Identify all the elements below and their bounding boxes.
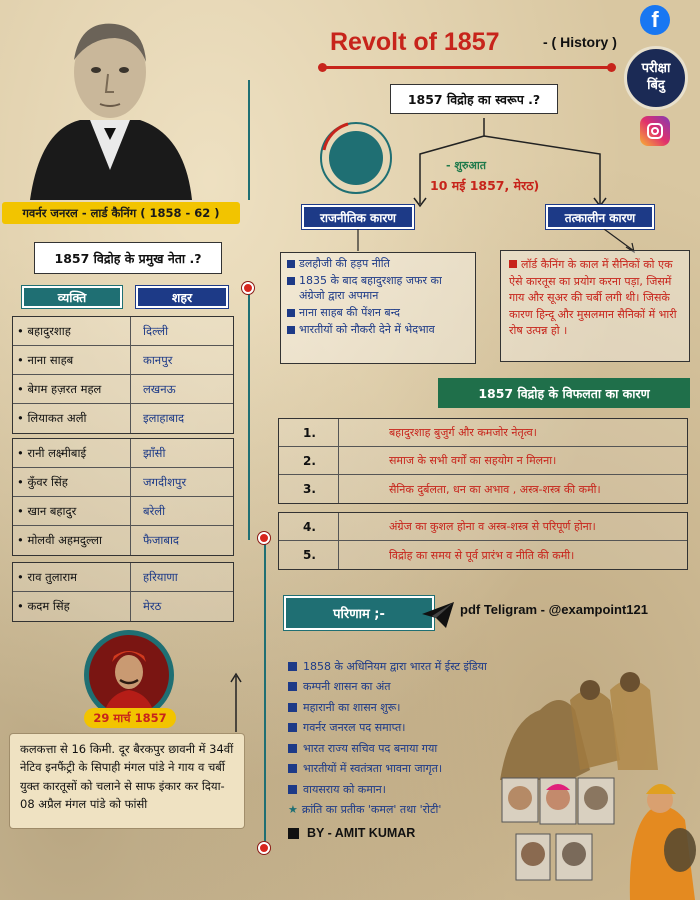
failure-number: 2. xyxy=(279,447,339,474)
table-row xyxy=(279,513,687,541)
subject-label: - ( History ) xyxy=(543,34,617,50)
failure-group-1 xyxy=(278,418,688,504)
leader-city: झाँसी xyxy=(143,445,166,460)
table-row xyxy=(279,447,687,475)
political-cause-item: 1835 के बाद बहादुरशाह जफर का अंग्रेजो द्वारा अपमान xyxy=(287,274,469,303)
lord-canning-portrait xyxy=(20,10,200,200)
immediate-cause-tag: तत्कालीन कारण xyxy=(546,205,654,229)
timeline-dot xyxy=(258,532,270,544)
table-row xyxy=(13,592,233,621)
leaders-group-2 xyxy=(12,438,234,556)
timeline-line-top xyxy=(248,80,250,200)
symbol-text: क्रांति का प्रतीक 'कमल' तथा 'रोटी' xyxy=(301,803,442,817)
result-text: भारत राज्य सचिव पद बनाया गया xyxy=(303,741,438,755)
facebook-icon[interactable]: f xyxy=(640,5,670,35)
badge-line2: बिंदु xyxy=(647,78,665,93)
leader-name: • खान बहादुर xyxy=(13,497,131,525)
leader-name: • मोलवी अहमदुल्ला xyxy=(13,526,131,555)
square-bullet-icon xyxy=(288,764,297,773)
decorative-circle-icon xyxy=(318,120,394,196)
failure-text: समाज के सभी वर्गों का सहयोग न मिलना। xyxy=(389,454,557,467)
timeline-dot xyxy=(258,842,270,854)
leader-city: दिल्ली xyxy=(143,323,169,338)
square-bullet-icon xyxy=(288,785,297,794)
leader-name: • राव तुलाराम xyxy=(13,563,131,591)
failure-number: 1. xyxy=(279,419,339,446)
leader-city: बरेली xyxy=(143,503,166,518)
square-bullet-icon xyxy=(288,744,297,753)
failure-text: अंग्रेज का कुशल होना व अस्त्र-शस्त्र से परिपूर्ण होना। xyxy=(389,520,596,533)
failure-text: बहादुरशाह बुजुर्ग और कमजोर नेतृत्व। xyxy=(389,426,537,439)
table-row xyxy=(279,419,687,447)
column-header-city: शहर xyxy=(136,286,228,308)
start-date: 10 मई 1857, मेरठ) xyxy=(430,178,540,193)
table-row xyxy=(13,468,233,497)
nature-branch-lines xyxy=(400,114,660,214)
leader-name: • कुँवर सिंह xyxy=(13,468,131,496)
title-underline xyxy=(322,66,612,69)
failure-group-2 xyxy=(278,512,688,570)
results-title: परिणाम ;- xyxy=(284,596,434,630)
political-cause-item: डलहौजी की हड़प नीति xyxy=(287,257,469,271)
page-title: Revolt of 1857 xyxy=(330,28,500,56)
political-causes-tag: राजनीतिक कारण xyxy=(302,205,414,229)
failure-title: 1857 विद्रोह के विफलता का कारण xyxy=(438,378,690,408)
immediate-cause-box xyxy=(500,250,690,362)
nature-title: 1857 विद्रोह का स्वरूप .? xyxy=(390,84,558,114)
leader-name: • बेगम हज़रत महल xyxy=(13,375,131,403)
leader-city: लखनऊ xyxy=(143,381,176,396)
table-row xyxy=(279,475,687,503)
leader-city: कानपुर xyxy=(143,352,173,367)
pariksha-bindu-badge xyxy=(624,46,688,110)
failure-number: 4. xyxy=(279,513,339,540)
leader-city: इलाहाबाद xyxy=(143,411,185,425)
square-bullet-icon xyxy=(288,682,297,691)
result-text: 1858 के अधिनियम द्वारा भारत में ईस्ट इंडिया xyxy=(303,659,487,673)
leader-name: • लियाकत अली xyxy=(13,404,131,433)
leaders-group-1 xyxy=(12,316,234,434)
table-row xyxy=(279,541,687,569)
pandey-date: 29 मार्च 1857 xyxy=(84,708,176,728)
square-bullet-icon xyxy=(509,260,517,268)
timeline-line-bottom xyxy=(264,540,266,850)
author-credit xyxy=(288,826,415,840)
leader-name: • कदम सिंह xyxy=(13,592,131,621)
column-header-person: व्यक्ति xyxy=(22,286,122,308)
political-cause-item: भारतीयों को नौकरी देने में भेदभाव xyxy=(287,323,469,337)
table-row xyxy=(13,375,233,404)
badge-line1: परीक्षा xyxy=(641,61,671,77)
timeline-line-mid xyxy=(248,290,250,540)
revolutionaries-artwork xyxy=(480,660,700,900)
governor-general-caption: गवर्नर जनरल - लार्ड कैनिंग ( 1858 - 62 ) xyxy=(2,202,240,224)
telegram-link[interactable]: pdf Teligram - @exampoint121 xyxy=(460,602,648,617)
failure-text: सैनिक दुर्बलता, धन का अभाव , अस्त्र-शस्त्र की कमी। xyxy=(389,482,601,496)
leader-city: फैजाबाद xyxy=(143,533,180,547)
star-icon: ★ xyxy=(288,803,298,817)
political-cause-item: नाना साहब की पेंशन बन्द xyxy=(287,306,469,320)
result-text: भारतीयों में स्वतंत्रता भावना जागृत। xyxy=(303,762,443,776)
result-text: गवर्नर जनरल पद समाप्त। xyxy=(303,721,406,735)
table-row xyxy=(13,497,233,526)
table-row xyxy=(13,346,233,375)
table-row xyxy=(13,404,233,433)
failure-text: विद्रोह का समय से पूर्व प्रारंभ व नीति की कमी। xyxy=(389,548,575,562)
table-row xyxy=(13,439,233,468)
leader-city: हरियाणा xyxy=(143,569,178,584)
square-bullet-icon xyxy=(288,828,299,839)
leaders-title: 1857 विद्रोह के प्रमुख नेता .? xyxy=(34,242,222,274)
leader-name: • रानी लक्ष्मीबाई xyxy=(13,439,131,467)
immediate-cause-text: लॉर्ड कैनिंग के काल में सैनिकों को एक ऐसे कारतूस का प्रयोग करना पड़ा, जिसमें गाय और सूअर की चर्बी लगी थी। जिसके कारण हिन्दू और मुसलमान सैनिकों में भारी रोष उत्पन्न हो । xyxy=(509,258,677,337)
leader-name: • बहादुरशाह xyxy=(13,317,131,345)
up-arrow-icon xyxy=(228,672,244,732)
table-row xyxy=(13,563,233,592)
square-bullet-icon xyxy=(288,703,297,712)
table-row xyxy=(13,317,233,346)
leader-city: जगदीशपुर xyxy=(143,474,187,489)
leader-name: • नाना साहब xyxy=(13,346,131,374)
failure-number: 3. xyxy=(279,475,339,503)
leaders-group-3 xyxy=(12,562,234,622)
table-row xyxy=(13,526,233,555)
failure-number: 5. xyxy=(279,541,339,569)
telegram-icon[interactable] xyxy=(420,600,456,630)
timeline-dot xyxy=(242,282,254,294)
result-text: वायसराय को कमान। xyxy=(303,782,386,796)
leader-city: मेरठ xyxy=(143,599,162,613)
square-bullet-icon xyxy=(288,662,297,671)
author-text: BY - AMIT KUMAR xyxy=(307,826,416,840)
pandey-note: कलकत्ता से 16 किमी. दूर बैरकपुर छावनी में 34वीं नेटिव इनफैंट्री के सिपाही मंगल पांडे ने गाय व चर्बी युक्त कारतूसों को चलाने से साफ इंकार कर दिया- 08 अप्रैल मंगल पांडे को फांसी xyxy=(10,734,244,828)
political-causes-box xyxy=(280,252,476,364)
result-text: कम्पनी शासन का अंत xyxy=(303,680,391,694)
start-label: - शुरुआत xyxy=(446,159,486,172)
result-text: महारानी का शासन शुरू। xyxy=(303,700,401,714)
square-bullet-icon xyxy=(288,723,297,732)
